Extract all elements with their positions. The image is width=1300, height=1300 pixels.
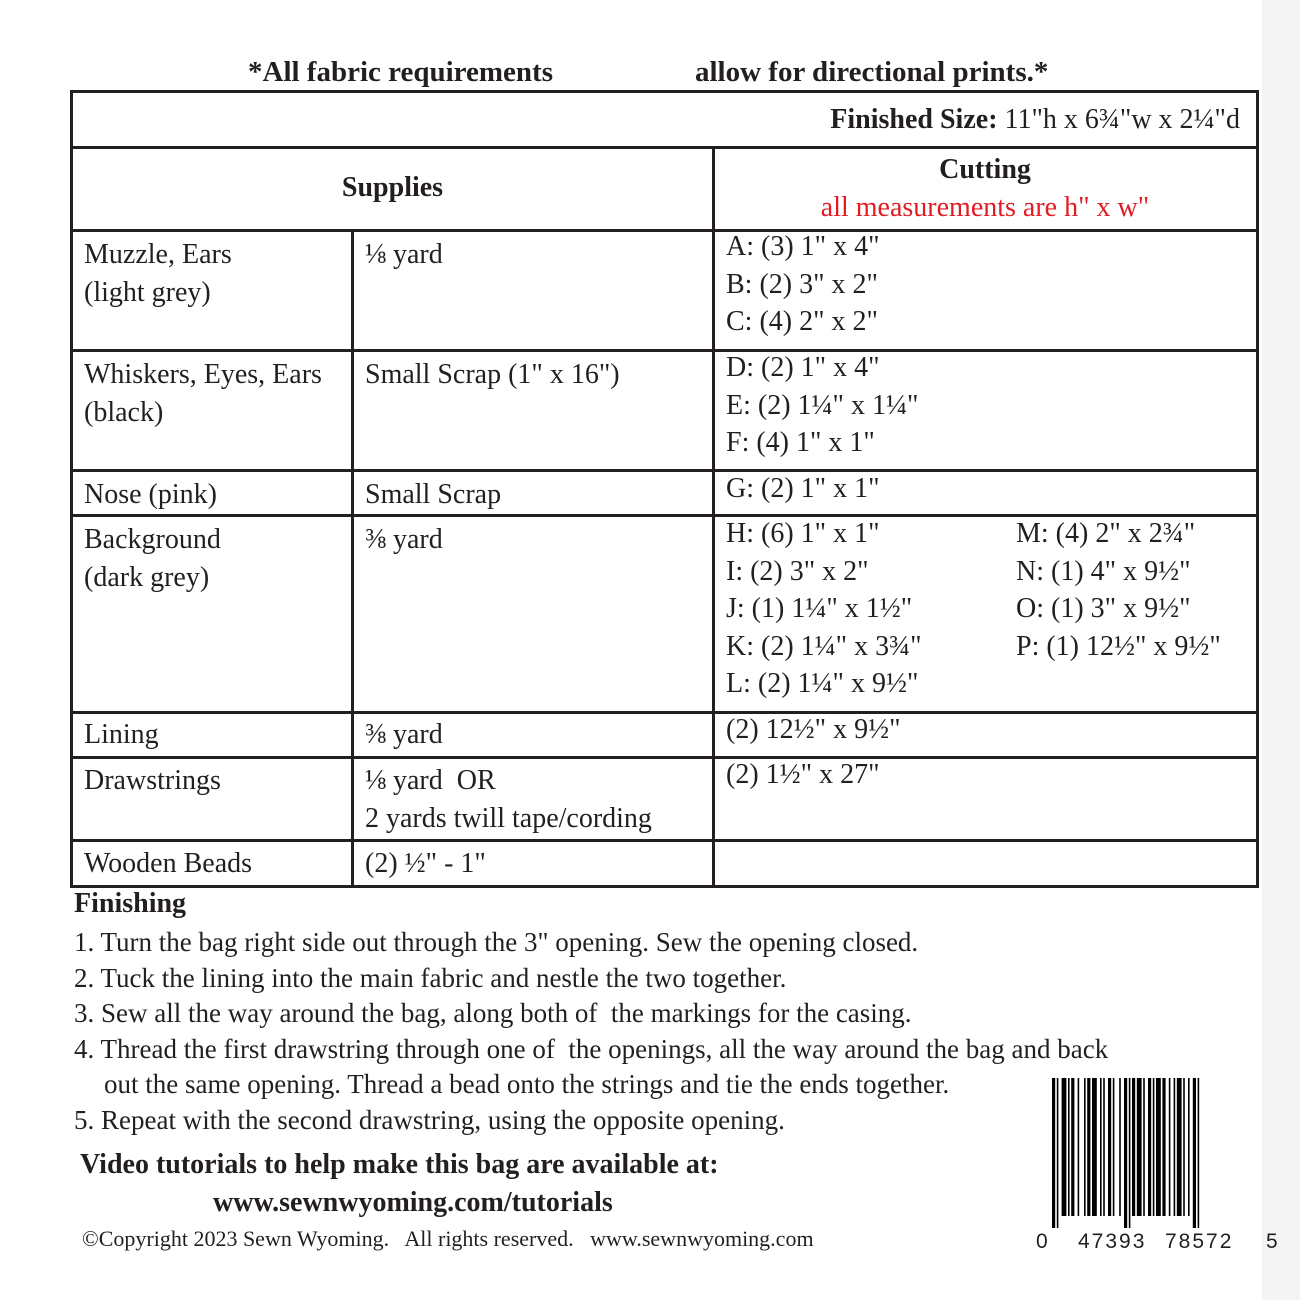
rule bbox=[70, 469, 1259, 472]
barcode-bar bbox=[1177, 1078, 1182, 1216]
barcode-bar bbox=[1169, 1078, 1171, 1216]
barcode-bar bbox=[1143, 1078, 1145, 1216]
barcode-digit: 5 bbox=[1266, 1230, 1278, 1253]
cutting-cell: D: (2) 1" x 4" E: (2) 1¼" x 1¼" F: (4) 1" x 1" bbox=[726, 352, 919, 458]
barcode-bar bbox=[1132, 1078, 1135, 1216]
barcode-bar bbox=[1188, 1078, 1190, 1216]
finishing-title: Finishing bbox=[74, 888, 187, 919]
rule bbox=[70, 229, 1259, 232]
fabric-cell: Wooden Beads bbox=[84, 848, 253, 879]
barcode-bar bbox=[1137, 1078, 1142, 1216]
fabric-cell: Lining bbox=[84, 719, 159, 750]
barcode-bar bbox=[1084, 1078, 1086, 1216]
fabric-notice bbox=[0, 56, 1300, 92]
page-edge bbox=[1262, 0, 1300, 1300]
rule bbox=[351, 229, 354, 885]
finished-size-label: Finished Size: bbox=[830, 104, 998, 135]
barcode-bar bbox=[1057, 1078, 1059, 1228]
cutting-note: all measurements are h" x w" bbox=[820, 192, 1150, 223]
barcode-bar bbox=[1174, 1078, 1176, 1216]
barcode-digit: 47393 bbox=[1078, 1230, 1147, 1253]
barcode-bar bbox=[1148, 1078, 1151, 1216]
barcode-bar bbox=[1068, 1078, 1070, 1216]
barcode-digit: 78572 bbox=[1165, 1230, 1234, 1253]
fabric-cell: Nose (pink) bbox=[84, 479, 217, 510]
barcode-bar bbox=[1198, 1078, 1200, 1228]
finishing-step: 3. Sew all the way around the bag, along both of the markings for the casing. bbox=[74, 998, 912, 1028]
barcode-digit: 0 bbox=[1036, 1230, 1048, 1253]
cutting-cell: H: (6) 1" x 1" I: (2) 3" x 2" J: (1) 1¼" x 1½" K: (2) 1¼" x 3¾" L: (2) 1¼" x 9½" bbox=[726, 518, 922, 699]
rule bbox=[70, 756, 1259, 759]
amount-cell: ⅛ yard OR 2 yards twill tape/cording bbox=[365, 765, 652, 834]
cutting-cell: (2) 12½" x 9½" bbox=[726, 714, 901, 745]
rule bbox=[70, 711, 1259, 714]
fabric-cell: Drawstrings bbox=[84, 765, 221, 796]
finished-size-value: 11"h x 6¾"w x 2¼"d bbox=[997, 104, 1240, 135]
tutorials-link[interactable]: www.sewnwyoming.com/tutorials bbox=[213, 1187, 613, 1218]
fabric-cell: Whiskers, Eyes, Ears (black) bbox=[84, 359, 322, 428]
cutting-cell-column-2: M: (4) 2" x 2¾" N: (1) 4" x 9½" O: (1) 3" x 9½" P: (1) 12½" x 9½" bbox=[1016, 518, 1221, 662]
copyright: ©Copyright 2023 Sewn Wyoming. All rights reserved. www.sewnwyoming.com bbox=[82, 1226, 814, 1251]
barcode-bar bbox=[1092, 1078, 1097, 1216]
barcode-bar bbox=[1078, 1078, 1080, 1216]
rule bbox=[70, 839, 1259, 842]
finishing-step-continued: out the same opening. Thread a bead onto the strings and tie the ends together. bbox=[104, 1069, 950, 1099]
barcode-bar bbox=[1124, 1078, 1127, 1228]
barcode-bar bbox=[1062, 1078, 1067, 1216]
barcode-bar bbox=[1119, 1078, 1121, 1216]
cutting-cell: A: (3) 1" x 4" B: (2) 3" x 2" C: (4) 2" x 2" bbox=[726, 231, 880, 337]
notice-part-2: allow for directional prints.* bbox=[695, 56, 1049, 88]
supplies-header: Supplies bbox=[341, 172, 444, 203]
barcode-bar bbox=[1156, 1078, 1161, 1216]
finishing-step: 4. Thread the first drawstring through one of the openings, all the way around the bag and back bbox=[74, 1033, 1109, 1064]
amount-cell: Small Scrap (1" x 16") bbox=[365, 359, 620, 390]
barcode-bar bbox=[1113, 1078, 1115, 1216]
amount-cell: Small Scrap bbox=[365, 479, 502, 510]
barcode-bar bbox=[1087, 1078, 1090, 1216]
barcode-bar bbox=[1193, 1078, 1196, 1228]
finishing-step: 1. Turn the bag right side out through the 3" opening. Sew the opening closed. bbox=[74, 927, 919, 957]
barcode-bar bbox=[1108, 1078, 1111, 1216]
amount-cell: ⅜ yard bbox=[365, 524, 443, 555]
barcode-bar bbox=[1162, 1078, 1165, 1216]
finishing-steps bbox=[74, 925, 1108, 1138]
barcode-bar bbox=[1129, 1078, 1131, 1228]
barcode-bar bbox=[1103, 1078, 1105, 1216]
cutting-cell: (2) 1½" x 27" bbox=[726, 759, 880, 790]
barcode-bar bbox=[1071, 1078, 1074, 1216]
notice-part-1: *All fabric requirements bbox=[248, 56, 553, 88]
rule bbox=[712, 146, 715, 885]
barcode-bar bbox=[1052, 1078, 1055, 1228]
fabric-cell: Muzzle, Ears (light grey) bbox=[84, 239, 232, 308]
barcode-bar bbox=[1183, 1078, 1185, 1216]
cutting-cell: G: (2) 1" x 1" bbox=[726, 473, 880, 504]
fabric-cell: Background (dark grey) bbox=[84, 524, 221, 593]
amount-cell: ⅛ yard bbox=[365, 239, 443, 270]
finished-size bbox=[830, 104, 1240, 136]
video-tutorials bbox=[80, 1146, 719, 1222]
barcode-bar bbox=[1100, 1078, 1102, 1216]
video-line: Video tutorials to help make this bag are available at: bbox=[80, 1149, 719, 1180]
barcode-icon bbox=[1050, 1078, 1264, 1228]
finishing-step: 2. Tuck the lining into the main fabric and nestle the two together. bbox=[74, 962, 787, 993]
amount-cell: (2) ½" - 1" bbox=[365, 848, 486, 879]
rule bbox=[70, 146, 1259, 149]
rule bbox=[70, 349, 1259, 352]
amount-cell: ⅜ yard bbox=[365, 719, 443, 750]
cutting-header: Cutting bbox=[939, 154, 1031, 185]
barcode-bar bbox=[1153, 1078, 1155, 1216]
finishing-step: 5. Repeat with the second drawstring, using the opposite opening. bbox=[74, 1104, 785, 1135]
